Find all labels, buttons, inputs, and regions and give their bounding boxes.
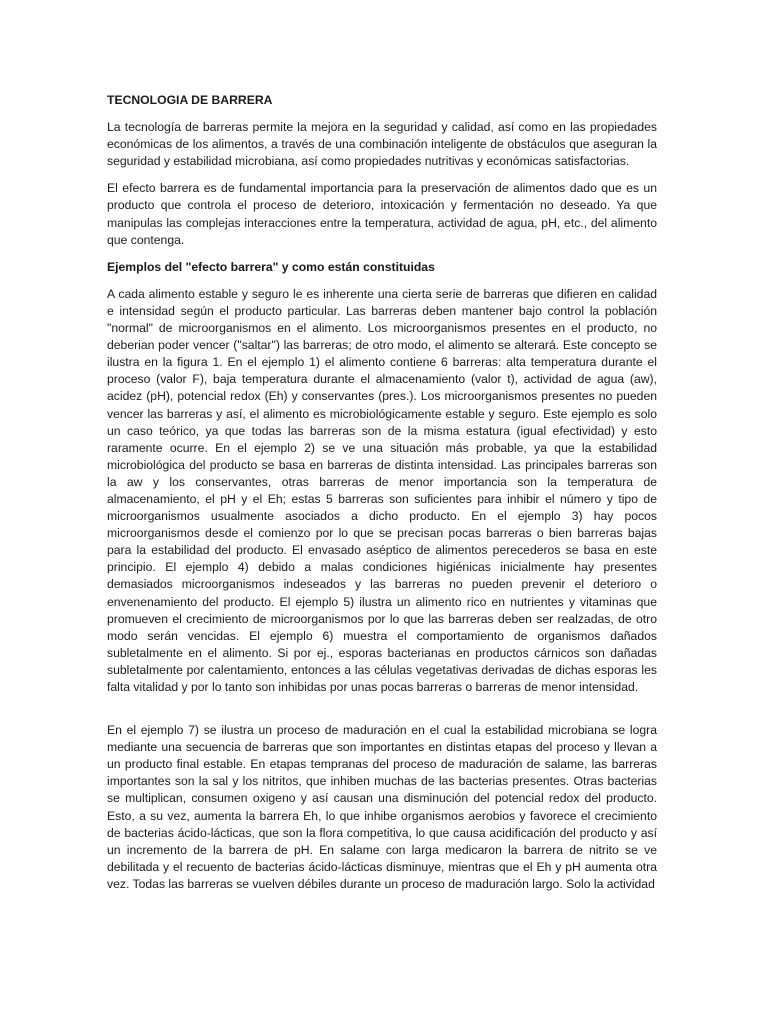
document-title: TECNOLOGIA DE BARRERA bbox=[107, 93, 273, 107]
ripening-paragraph: En el ejemplo 7) se ilustra un proceso de maduración en el cual la estabilidad microbiana se logra mediante una secuencia de barreras que son importantes en distintas etapas del proceso y llevan a un producto final estable. En etapas tempranas del proceso de maduración de salame, las barreras importantes son la sal y los nitritos, que inhiben muchas de las bacterias presentes. Otras bacterias se multiplican, consumen oxigeno y así causan una disminución del potencial redox del producto. Esto, a su vez, aumenta la barrera Eh, lo que inhibe organismos aerobios y favorece el crecimiento de bacterias ácido-lácticas, que son la flora competitiva, lo que causa acidificación del producto y así un incremento de la barrera de pH. En salame con larga medicaron la barrera de nitrito se ve debilitada y el recuento de bacterias ácido-lácticas disminuye, mientras que el Eh y pH aumenta otra vez. Todas las barreras se vuelven débiles durante un proceso de maduración largo. Solo la actividad bbox=[107, 723, 657, 891]
barrier-effect-paragraph: El efecto barrera es de fundamental importancia para la preservación de alimentos dado que es un producto que controla el proceso de deterioro, intoxicación y fermentación no deseado. Ya que manipulas las complejas interacciones entre la temperatura, actividad de agua, pH, etc., del alimento que contenga. bbox=[107, 181, 657, 247]
examples-heading: Ejemplos del "efecto barrera" y como están constituidas bbox=[107, 259, 435, 274]
examples-paragraph: A cada alimento estable y seguro le es inherente una cierta serie de barreras que difieren en calidad e intensidad según el producto particular. Las barreras deben mantener bajo control la población "normal" de microorganismos en el alimento. Los microorganismos presentes en el producto, no deberian poder vencer ("saltar") las barreras; de otro modo, el alimento se alterará. Este concepto se ilustra en la figura 1. En el ejemplo 1) el alimento contiene 6 barreras: alta temperatura durante el proceso (valor F), baja temperatura durante el almacenamiento (valor t), actividad de agua (aw), acidez (pH), potencial redox (Eh) y conservantes (pres.). Los microorganismos presentes no pueden vencer las barreras y así, el alimento es microbiológicamente estable y seguro. Este ejemplo es solo un caso teórico, ya que todas las barreras son de la misma estatura (igual efectividad) y esto raramente ocurre. En el ejemplo 2) se ve una situación más probable, ya que la estabilidad microbiológica del producto se basa en barreras de distinta intensidad. Las principales barreras son la aw y los conservantes, otras barreras de menor importancia son la temperatura de almacenamiento, el pH y el Eh; estas 5 barreras son suficientes para inhibir el número y tipo de microorganismos usualmente asociados a dicho producto. En el ejemplo 3) hay pocos microorganismos desde el comienzo por lo que se precisan pocas barreras o bien barreras bajas para la estabilidad del producto. El envasado aséptico de alimentos perecederos se basa en este principio. El ejemplo 4) debido a malas condiciones higiénicas inicialmente hay presentes demasiados microorganismos indeseados y las barreras no pueden prevenir el deterioro o envenenamiento del producto. El ejemplo 5) ilustra un alimento rico en nutrientes y vitaminas que promueven el crecimiento de microorganismos por lo que las barreras deben ser realzadas, de otro modo serán vencidas. El ejemplo 6) muestra el comportamiento de organismos dañados subletalmente en el alimento. Si por ej., esporas bacterianas en productos cárnicos son dañadas subletalmente por calentamiento, entonces a las células vegetativas derivadas de dichas esporas les falta vitalidad y por lo tanto son inhibidas por unas pocas barreras o barreras de menor intensidad. bbox=[107, 286, 657, 694]
document-page bbox=[107, 92, 657, 903]
intro-paragraph: La tecnología de barreras permite la mejora en la seguridad y calidad, así como en las propiedades económicas de los alimentos, a través de una combinación inteligente de obstáculos que aseguran la seguridad y estabilidad microbiana, así como propiedades nutritivas y económicas satisfactorias. bbox=[107, 120, 657, 169]
